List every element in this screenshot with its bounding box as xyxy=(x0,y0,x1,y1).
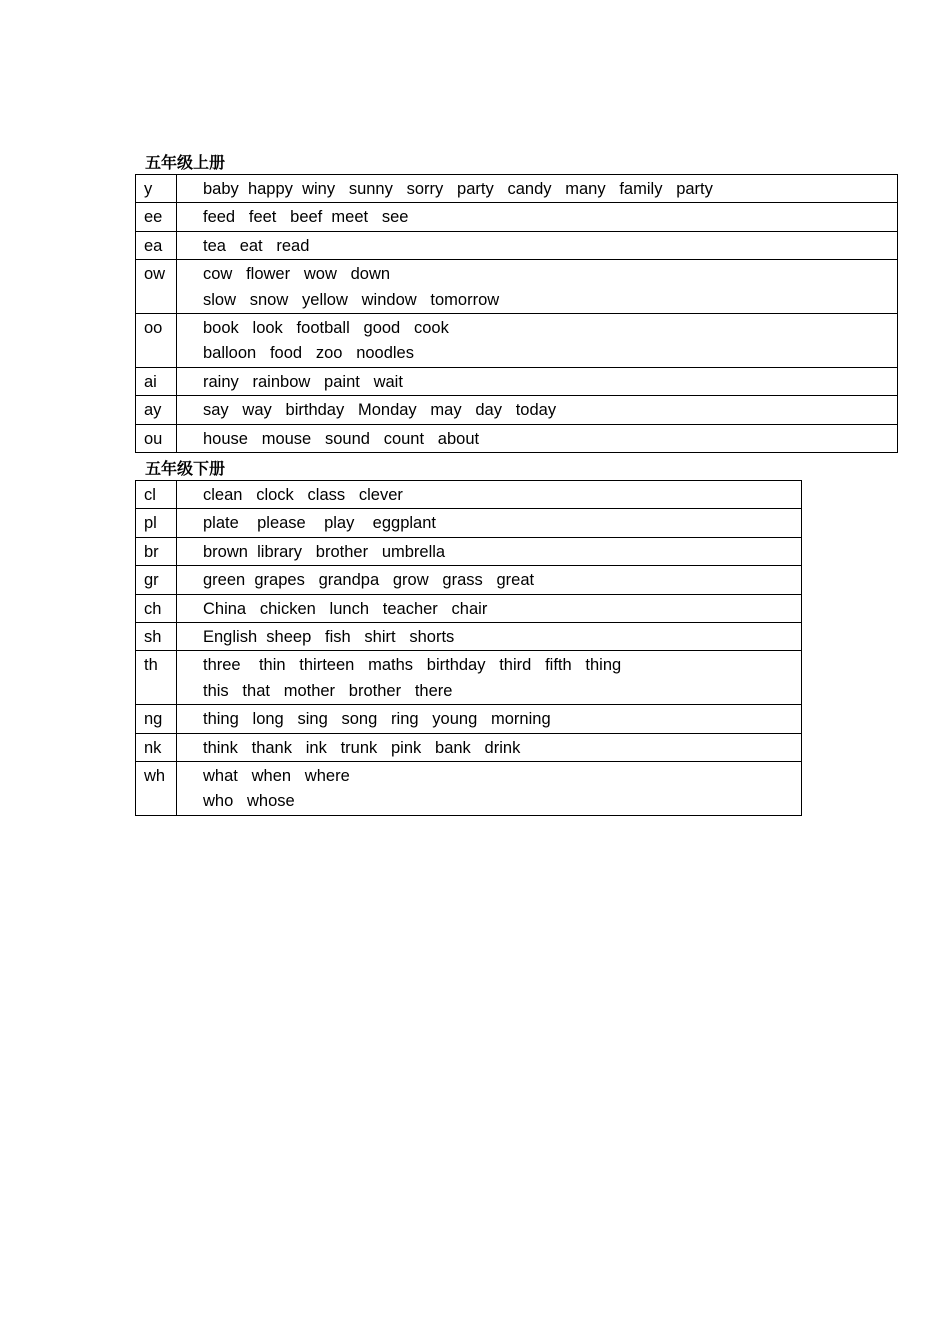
word-line: feed feet beef meet see xyxy=(203,208,409,227)
table-row xyxy=(136,509,802,537)
table-row xyxy=(136,566,802,594)
word-line: cow flower wow down xyxy=(203,265,391,284)
table-row xyxy=(136,623,802,651)
letter-pattern-cell: cl xyxy=(136,481,177,509)
letter-pattern-cell: ai xyxy=(136,367,177,395)
letter-pattern-cell: ou xyxy=(136,424,177,452)
example-words-cell xyxy=(177,314,898,368)
example-words-cell xyxy=(177,762,802,816)
word-line: brown library brother umbrella xyxy=(203,542,446,561)
table-row xyxy=(136,203,898,231)
table-row xyxy=(136,651,802,705)
word-line: this that mother brother there xyxy=(203,681,453,700)
word-line: China chicken lunch teacher chair xyxy=(203,599,488,618)
word-line: plate please play eggplant xyxy=(203,514,436,533)
table-row xyxy=(136,367,898,395)
table-row xyxy=(136,481,802,509)
letter-pattern-cell: ow xyxy=(136,260,177,314)
letter-pattern-cell: oo xyxy=(136,314,177,368)
word-line: clean clock class clever xyxy=(203,486,403,504)
word-line: English sheep fish shirt shorts xyxy=(203,628,455,647)
section-title-lower: 五年级下册 xyxy=(145,459,226,478)
word-line: say way birthday Monday may day today xyxy=(203,401,557,420)
phonics-table-lower xyxy=(135,480,802,816)
word-line: slow snow yellow window tomorrow xyxy=(203,290,500,309)
example-words-cell xyxy=(177,566,802,594)
table-row xyxy=(136,733,802,761)
letter-pattern-cell: nk xyxy=(136,733,177,761)
example-words-cell xyxy=(177,424,898,452)
table-row xyxy=(136,260,898,314)
example-words-cell xyxy=(177,705,802,733)
letter-pattern-cell: th xyxy=(136,651,177,705)
table-row xyxy=(136,231,898,259)
letter-pattern-cell: ch xyxy=(136,594,177,622)
word-line: book look football good cook xyxy=(203,319,449,337)
letter-pattern-cell: ea xyxy=(136,231,177,259)
table-row xyxy=(136,396,898,424)
example-words-cell xyxy=(177,537,802,565)
word-line: house mouse sound count about xyxy=(203,429,480,448)
phonics-table-lower-body xyxy=(136,481,802,816)
letter-pattern-cell: ay xyxy=(136,396,177,424)
example-words-cell xyxy=(177,175,898,203)
example-words-cell xyxy=(177,509,802,537)
example-words-cell xyxy=(177,623,802,651)
letter-pattern-cell: sh xyxy=(136,623,177,651)
word-line: thing long sing song ring young morning xyxy=(203,710,551,729)
letter-pattern-cell: ng xyxy=(136,705,177,733)
word-line: what when where xyxy=(203,767,350,786)
letter-pattern-cell: gr xyxy=(136,566,177,594)
letter-pattern-cell: br xyxy=(136,537,177,565)
example-words-cell xyxy=(177,733,802,761)
word-line: balloon food zoo noodles xyxy=(203,344,414,363)
table-row xyxy=(136,705,802,733)
word-line: three thin thirteen maths birthday third fifth thing xyxy=(203,656,622,675)
word-line: rainy rainbow paint wait xyxy=(203,372,403,391)
table-row xyxy=(136,314,898,368)
example-words-cell xyxy=(177,481,802,509)
word-line: tea eat read xyxy=(203,236,310,255)
letter-pattern-cell: pl xyxy=(136,509,177,537)
word-line: baby happy winy sunny sorry party candy many family party xyxy=(203,180,713,198)
letter-pattern-cell: y xyxy=(136,175,177,203)
letter-pattern-cell: wh xyxy=(136,762,177,816)
table-row xyxy=(136,762,802,816)
phonics-table-upper-body xyxy=(136,175,898,453)
example-words-cell xyxy=(177,651,802,705)
word-line: think thank ink trunk pink bank drink xyxy=(203,738,521,757)
phonics-table-upper xyxy=(135,174,898,453)
word-line: who whose xyxy=(203,792,295,811)
example-words-cell xyxy=(177,203,898,231)
table-row xyxy=(136,175,898,203)
example-words-cell xyxy=(177,260,898,314)
letter-pattern-cell: ee xyxy=(136,203,177,231)
example-words-cell xyxy=(177,367,898,395)
table-row xyxy=(136,594,802,622)
word-line: green grapes grandpa grow grass great xyxy=(203,571,535,590)
table-row xyxy=(136,537,802,565)
example-words-cell xyxy=(177,594,802,622)
example-words-cell xyxy=(177,231,898,259)
table-row xyxy=(136,424,898,452)
section-title-upper: 五年级上册 xyxy=(145,153,226,172)
example-words-cell xyxy=(177,396,898,424)
